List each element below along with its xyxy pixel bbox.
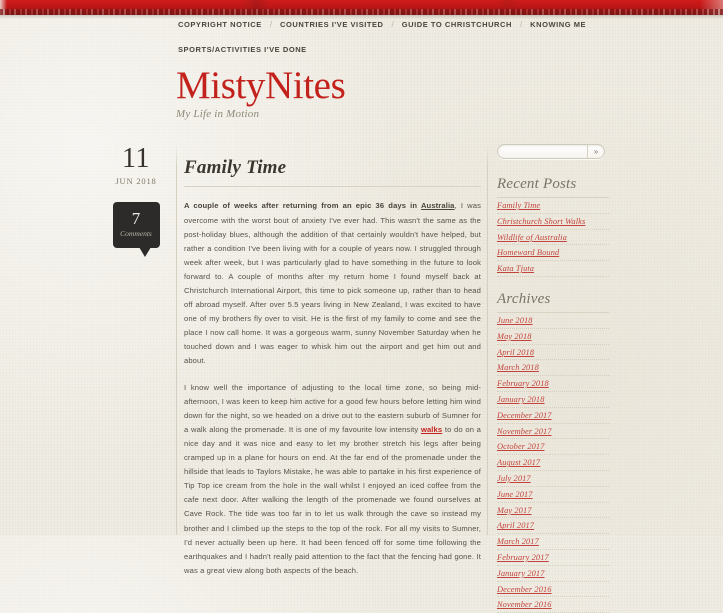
column-divider-left bbox=[176, 144, 177, 535]
archive-link[interactable]: June 2017 bbox=[497, 489, 533, 499]
archive-link[interactable]: May 2017 bbox=[497, 505, 532, 515]
archives-title: Archives bbox=[497, 291, 609, 313]
search-form bbox=[497, 144, 605, 159]
archives-list bbox=[497, 313, 609, 613]
archive-link[interactable]: May 2018 bbox=[497, 331, 532, 341]
recent-post-link[interactable]: Homeward Bound bbox=[497, 248, 560, 258]
archive-link[interactable]: March 2018 bbox=[497, 363, 539, 373]
post-paragraph-2-part-b: to do on a nice day and it was nice and easy to let my brother stretch his legs after being cramped up in a plane for hours on end. At the far end of the promenade under the hillside that leads to Taylors Mistake, he was able to partake in his first experience of Tip Top ice cream from the hole in the wall whilst I enjoyed an iced coffee from the cafe next door. After walking the length of the promenade we found ourselves at Cave Rock. The tide was too far in to let us walk through the cave so instead my brother and I climbed up the steps to the top of the rock. For all my visits to Sumner, I'd never actually been up here. It had been fenced off for some time following the earthquakes and I hadn't really paid attention to the fact that the fencing had gone. It was a great view along both aspects of the beach. bbox=[184, 424, 481, 575]
post-paragraph-1 bbox=[184, 199, 481, 368]
comment-label: Comments bbox=[120, 229, 152, 238]
nav-separator: / bbox=[391, 20, 394, 29]
search-input[interactable] bbox=[498, 145, 584, 158]
archive-link[interactable]: April 2017 bbox=[497, 521, 535, 531]
list-item bbox=[497, 550, 609, 566]
post-paragraph-2-part-a: I know well the importance of adjusting to the local time zone, so being mid-afternoon, I was keen to keep him active for a good few hours before letting him wind down for the night, so we headed on a drive out to the eastern suburb of Sumner for a walk along the promenade. It is one of my favourite low intensity bbox=[184, 382, 481, 434]
recent-posts-title: Recent Posts bbox=[497, 176, 609, 198]
comment-count: 7 bbox=[131, 209, 141, 228]
post-meta-column bbox=[100, 144, 172, 248]
list-item bbox=[497, 408, 609, 424]
list-item bbox=[497, 455, 609, 471]
archive-link[interactable]: November 2017 bbox=[497, 426, 552, 436]
widget-archives bbox=[497, 291, 609, 613]
post-lead-text: A couple of weeks after returning from an epic 36 days in bbox=[184, 201, 421, 211]
post-article bbox=[184, 144, 481, 590]
list-item bbox=[497, 424, 609, 440]
list-item bbox=[497, 534, 609, 550]
sidebar bbox=[497, 144, 609, 613]
list-item bbox=[497, 471, 609, 487]
recent-post-link[interactable]: Christchurch Short Walks bbox=[497, 216, 586, 226]
archive-link[interactable]: July 2017 bbox=[497, 473, 531, 483]
list-item bbox=[497, 198, 609, 214]
archive-link[interactable]: February 2018 bbox=[497, 379, 549, 389]
list-item bbox=[497, 582, 609, 598]
archive-link[interactable]: August 2017 bbox=[497, 458, 541, 468]
search-submit-button[interactable]: » bbox=[587, 145, 604, 158]
recent-post-link[interactable]: Kata Tjuta bbox=[497, 264, 535, 274]
post-date-day: 11 bbox=[122, 143, 150, 174]
list-item bbox=[497, 345, 609, 361]
list-item bbox=[497, 597, 609, 613]
post-paragraph-2 bbox=[184, 381, 481, 578]
archive-link[interactable]: December 2017 bbox=[497, 410, 552, 420]
archive-link[interactable]: October 2017 bbox=[497, 442, 545, 452]
list-item bbox=[497, 360, 609, 376]
nav-row-secondary bbox=[178, 42, 723, 57]
archive-link[interactable]: April 2018 bbox=[497, 347, 535, 357]
top-red-banner bbox=[0, 0, 723, 15]
main-navigation bbox=[0, 17, 723, 57]
list-item bbox=[497, 329, 609, 345]
nav-separator: / bbox=[519, 20, 523, 29]
column-divider-right bbox=[487, 144, 488, 535]
post-link-australia[interactable]: Australia bbox=[420, 201, 455, 211]
list-item bbox=[497, 503, 609, 519]
archive-link[interactable]: March 2017 bbox=[497, 537, 539, 547]
site-title[interactable]: MistyNites bbox=[176, 64, 346, 107]
site-branding bbox=[176, 66, 345, 120]
nav-item-knowing-me[interactable]: KNOWING ME bbox=[530, 20, 587, 29]
list-item bbox=[497, 313, 609, 329]
post-title[interactable]: Family Time bbox=[184, 157, 481, 187]
nav-item-copyright-notice[interactable]: COPYRIGHT NOTICE bbox=[178, 20, 262, 29]
archive-link[interactable]: January 2018 bbox=[497, 394, 545, 404]
widget-recent-posts bbox=[497, 176, 609, 277]
post-date-month-year: JUN 2018 bbox=[115, 176, 157, 186]
nav-item-sports-activities-ive-done[interactable]: SPORTS/ACTIVITIES I'VE DONE bbox=[178, 45, 307, 54]
list-item bbox=[497, 518, 609, 534]
recent-posts-list bbox=[497, 198, 609, 277]
list-item bbox=[497, 566, 609, 582]
site-tagline: My Life in Motion bbox=[176, 108, 260, 120]
comments-bubble[interactable] bbox=[113, 202, 160, 248]
nav-separator: / bbox=[269, 20, 273, 29]
list-item bbox=[497, 376, 609, 392]
list-item bbox=[497, 487, 609, 503]
list-item bbox=[497, 214, 609, 230]
recent-post-link[interactable]: Wildlife of Australia bbox=[497, 232, 567, 242]
archive-link[interactable]: January 2017 bbox=[497, 568, 545, 578]
archive-link[interactable]: November 2016 bbox=[497, 600, 552, 610]
list-item bbox=[497, 245, 609, 261]
post-body bbox=[184, 199, 481, 577]
archive-link[interactable]: June 2018 bbox=[497, 315, 533, 325]
post-paragraph-1-rest: , I was overcome with the worst bout of anxiety I've ever had. This wasn't the same as the post-holiday blues, although the addition of that certainly wouldn't have helped, but rather a condition I've been living with for a couple of years now. I struggled through week after week, but I was particularly glad to have something in the future to look forward to. A couple of months after my return home I found myself back at Christchurch International Airport, this time to pick someone up, rather than to head off abroad myself. After over 5.5 years living in New Zealand, I was excited to have one of my brothers fly over to visit. He is the first of my family to come and see the place I now call home. It was a gorgeous warm, sunny November Saturday when he touched down and I was eager to whisk him out the airport and get him out and about. bbox=[184, 201, 481, 366]
list-item bbox=[497, 230, 609, 246]
nav-row-primary bbox=[178, 17, 723, 32]
list-item bbox=[497, 439, 609, 455]
recent-post-link[interactable]: Family Time bbox=[497, 201, 541, 210]
post-link-walks[interactable]: walks bbox=[420, 424, 443, 434]
nav-item-countries-ive-visited[interactable]: COUNTRIES I'VE VISITED bbox=[280, 20, 384, 29]
archive-link[interactable]: December 2016 bbox=[497, 584, 552, 594]
nav-item-guide-to-christchurch[interactable]: GUIDE TO CHRISTCHURCH bbox=[401, 20, 512, 29]
list-item bbox=[497, 261, 609, 277]
list-item bbox=[497, 392, 609, 408]
archive-link[interactable]: February 2017 bbox=[497, 552, 549, 562]
